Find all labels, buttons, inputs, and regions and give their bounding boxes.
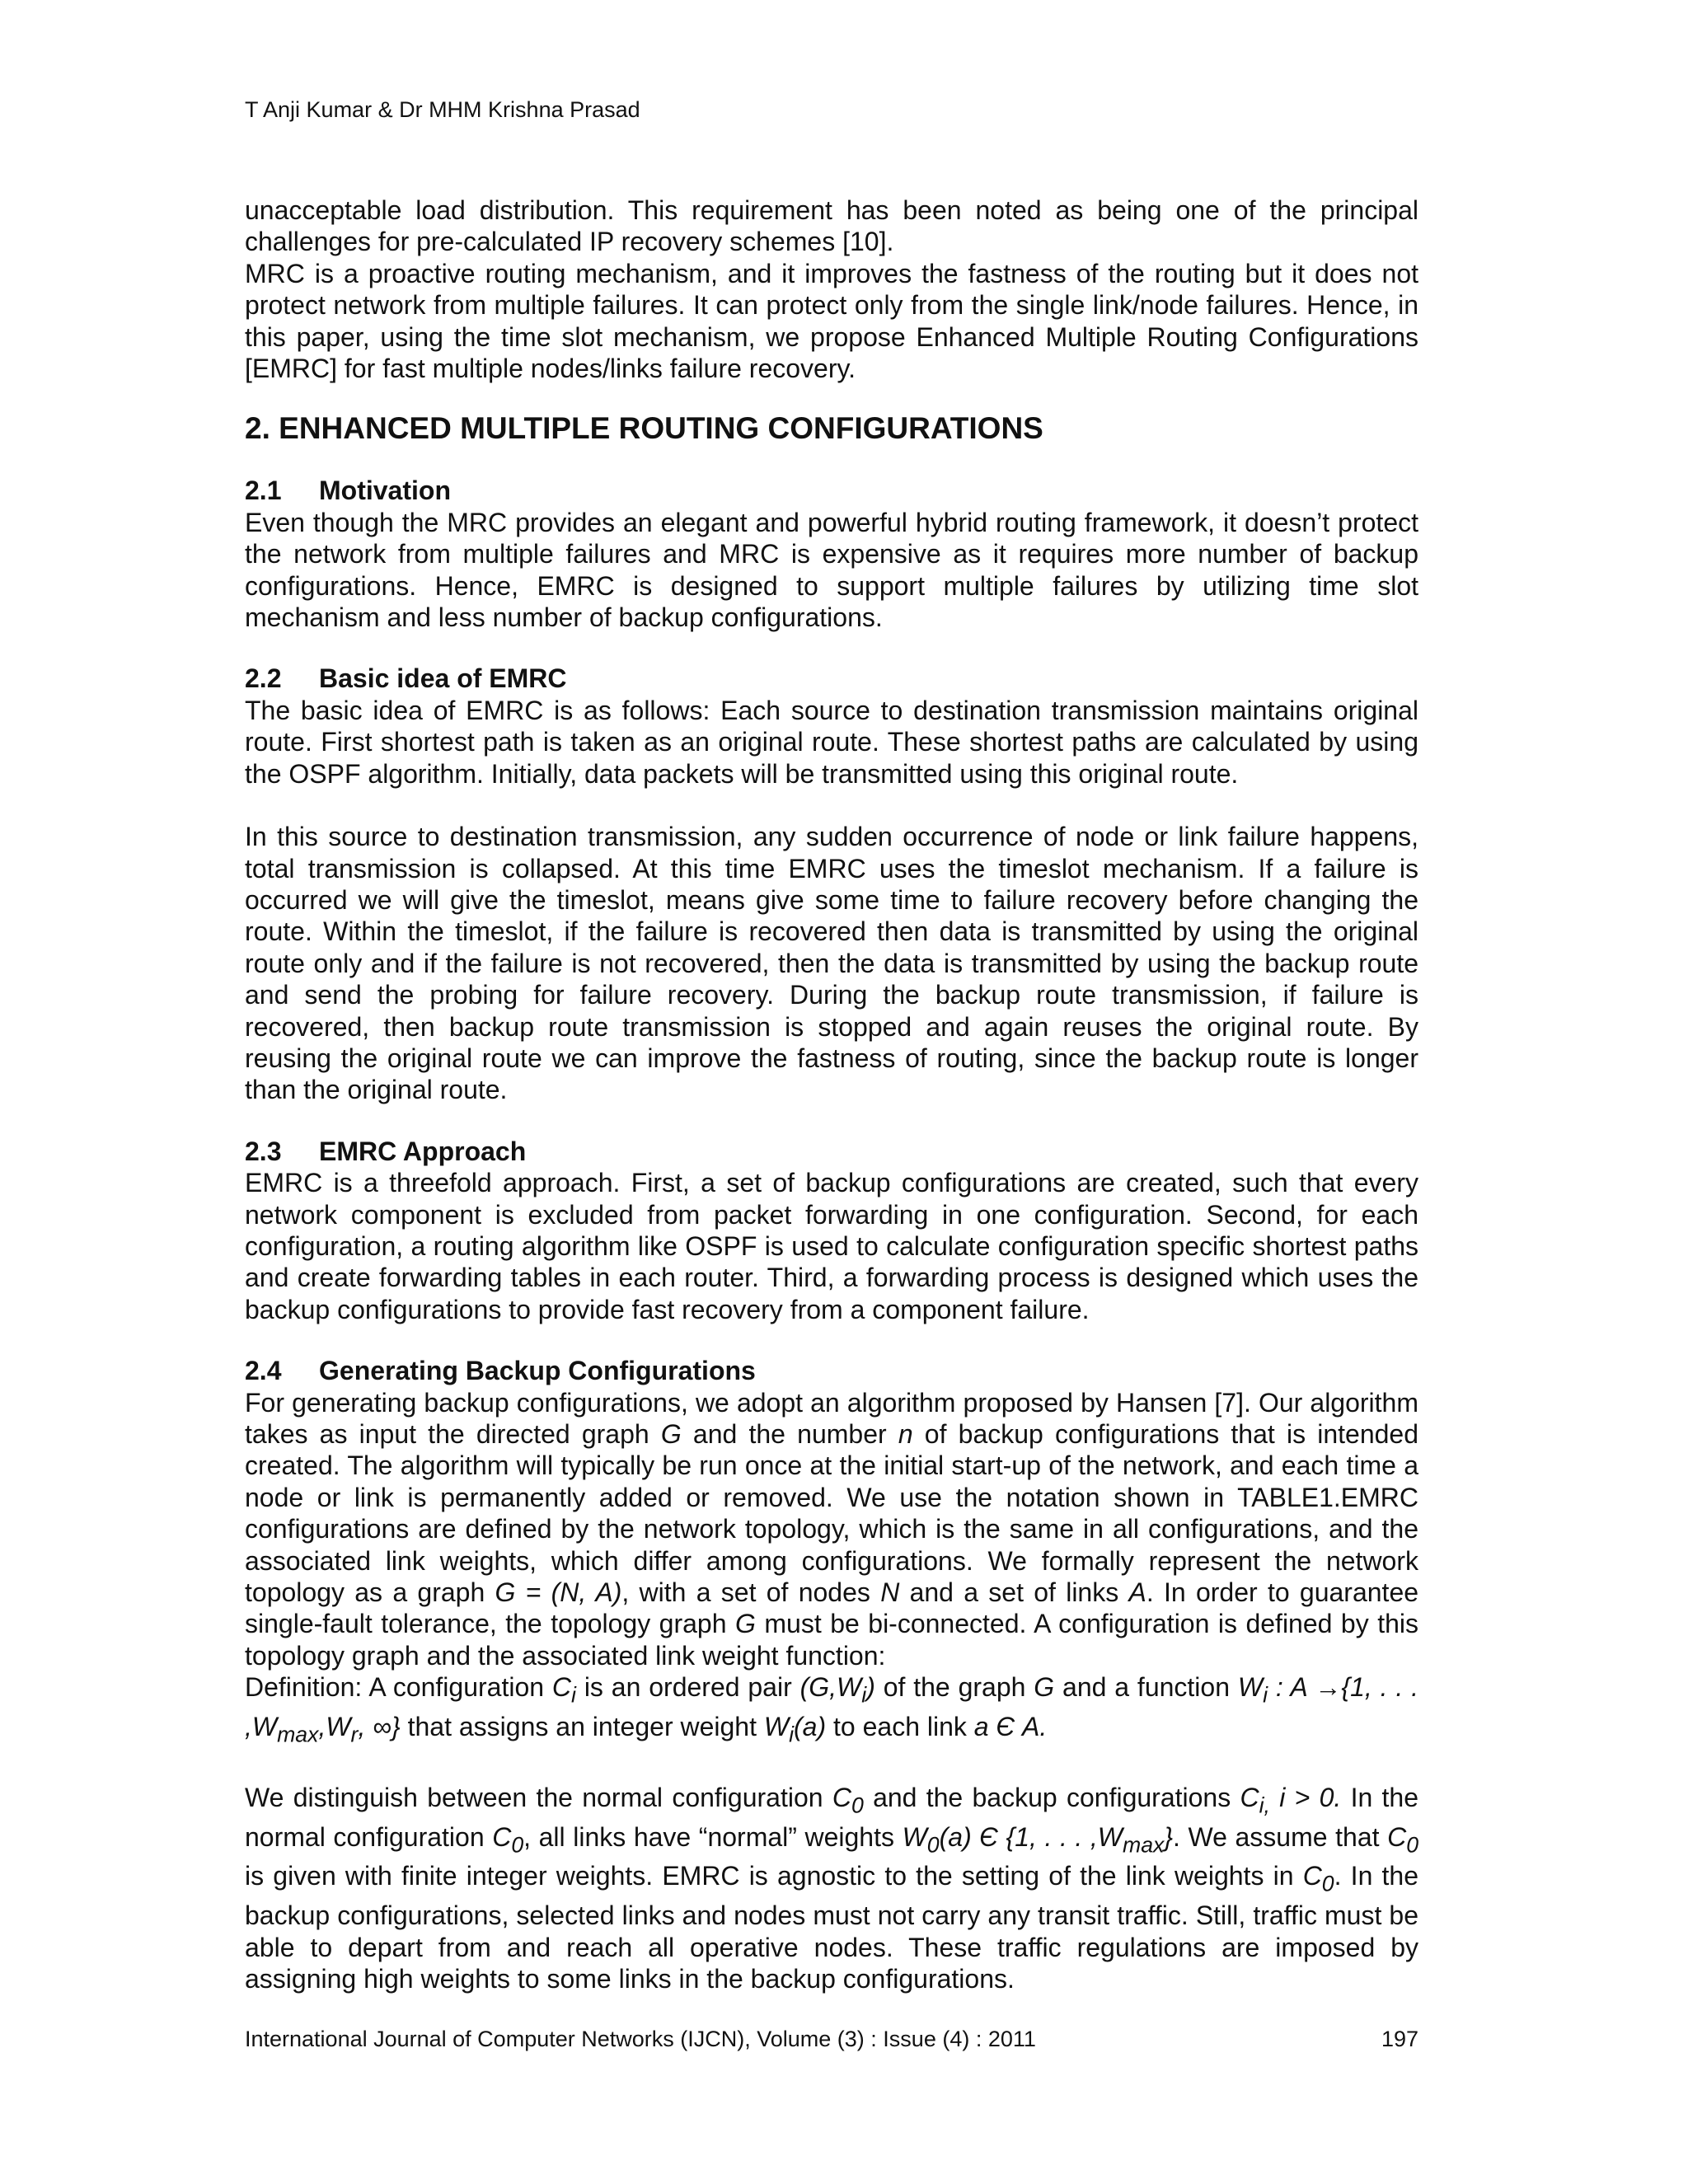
running-header-author: T Anji Kumar & Dr MHM Krishna Prasad — [245, 97, 640, 122]
subsection-number: 2.1 — [245, 476, 282, 506]
definition-paragraph: Definition: A configuration $C_i$ is an ordered pair $(G,W_i)$ of the graph G and a function $W_i$ : A →{1, . . . $,W_{max},W_r$, ∞} that assigns an integer weight $W_i(a)$ to each link a Є A. — [245, 1672, 1419, 1747]
subsection-title: Generating Backup Configurations — [319, 1356, 756, 1386]
subsection-number: 2.2 — [245, 663, 282, 694]
intro-paragraph-2: MRC is a proactive routing mechanism, and it improves the fastness of the routing but it does not protect network from multiple failures. It can protect only from the single link/node failures. Hence, in this paper, using the time slot mechanism, we propose Enhanced Multiple Routing Configurations [EMRC] for fast multiple nodes/links failure recovery. — [245, 258, 1418, 384]
footer-page-number: 197 — [1381, 2027, 1418, 2051]
backup-config-paragraph: For generating backup configurations, we adopt an algorithm proposed by Hansen [7]. Our algorithm takes as input the directed graph G and the number n of backup configurations that is intended created. The algorithm will typically be run once at the initial start-up of the network, and each time a node or link is permanently added or removed. We use the notation shown in TABLE1.EMRC configurations are defined by the network topology, which is the same in all configurations, and the associated link weights, which differ among configurations. We formally represent the network topology as a graph G = (N, A), with a set of nodes N and a set of links A. In order to guarantee single-fault tolerance, the topology graph G must be bi-connected. A configuration is defined by this topology graph and the associated link weight function: — [245, 1387, 1419, 1671]
subsection-title: Basic idea of EMRC — [319, 663, 567, 694]
subsection-2-3-heading — [245, 1136, 1418, 1167]
basic-idea-paragraph-2: In this source to destination transmission, any sudden occurrence of node or link failure happens, total transmission is collapsed. At this time EMRC uses the timeslot mechanism. If a failure is occurred we will give the timeslot, means give some time to failure recovery before changing the route. Within the timeslot, if the failure is recovered then data is transmitted by using the original route only and if the failure is not recovered, then the data is transmitted by using the backup route and send the probing for failure recovery. During the backup route transmission, if failure is recovered, then backup route transmission is stopped and again reuses the original route. By reusing the original route we can improve the fastness of routing, since the backup route is longer than the original route. — [245, 822, 1418, 1105]
page-body — [245, 194, 1418, 1994]
subsection-2-4-heading — [245, 1355, 1418, 1386]
configuration-paragraph: We distinguish between the normal configuration $C_0$ and the backup configurations $C_{i,}$ i > 0. In the normal configuration $C_0$, all links have “normal” weights $W_0(a)$ Є {1, . . . $,W_{max}$}. We assume that $C_0$ is given with finite integer weights. EMRC is agnostic to the setting of the link weights in $C_0$. In the backup configurations, selected links and nodes must not carry any transit traffic. Still, traffic must be able to depart from and reach all operative nodes. These traffic regulations are imposed by assigning high weights to some links in the backup configurations. — [245, 1782, 1419, 1994]
subsection-title: EMRC Approach — [319, 1136, 527, 1166]
basic-idea-paragraph-1: The basic idea of EMRC is as follows: Each source to destination transmission maintains original route. First shortest path is taken as an original route. These shortest paths are calculated by using the OSPF algorithm. Initially, data packets will be transmitted using this original route. — [245, 695, 1418, 789]
subsection-number: 2.3 — [245, 1136, 282, 1166]
section-2-heading: 2. ENHANCED MULTIPLE ROUTING CONFIGURATIONS — [245, 411, 1043, 446]
motivation-paragraph: Even though the MRC provides an elegant and powerful hybrid routing framework, it doesn’t protect the network from multiple failures and MRC is expensive as it requires more number of backup configurations. Hence, EMRC is designed to support multiple failures by utilizing time slot mechanism and less number of backup configurations. — [245, 507, 1418, 633]
intro-paragraph-1: unacceptable load distribution. This requirement has been noted as being one of the principal challenges for pre-calculated IP recovery schemes [10]. — [245, 195, 1418, 257]
footer-journal-citation: International Journal of Computer Networks (IJCN), Volume (3) : Issue (4) : 2011 — [245, 2027, 1036, 2051]
subsection-number: 2.4 — [245, 1356, 282, 1386]
subsection-2-1-heading — [245, 475, 1418, 506]
subsection-2-2-heading — [245, 663, 1418, 694]
subsection-title: Motivation — [319, 476, 451, 506]
approach-paragraph: EMRC is a threefold approach. First, a set of backup configurations are created, such that every network component is excluded from packet forwarding in one configuration. Second, for each configuration, a routing algorithm like OSPF is used to calculate configuration specific shortest paths and create forwarding tables in each router. Third, a forwarding process is designed which uses the backup configurations to provide fast recovery from a component failure. — [245, 1168, 1418, 1324]
